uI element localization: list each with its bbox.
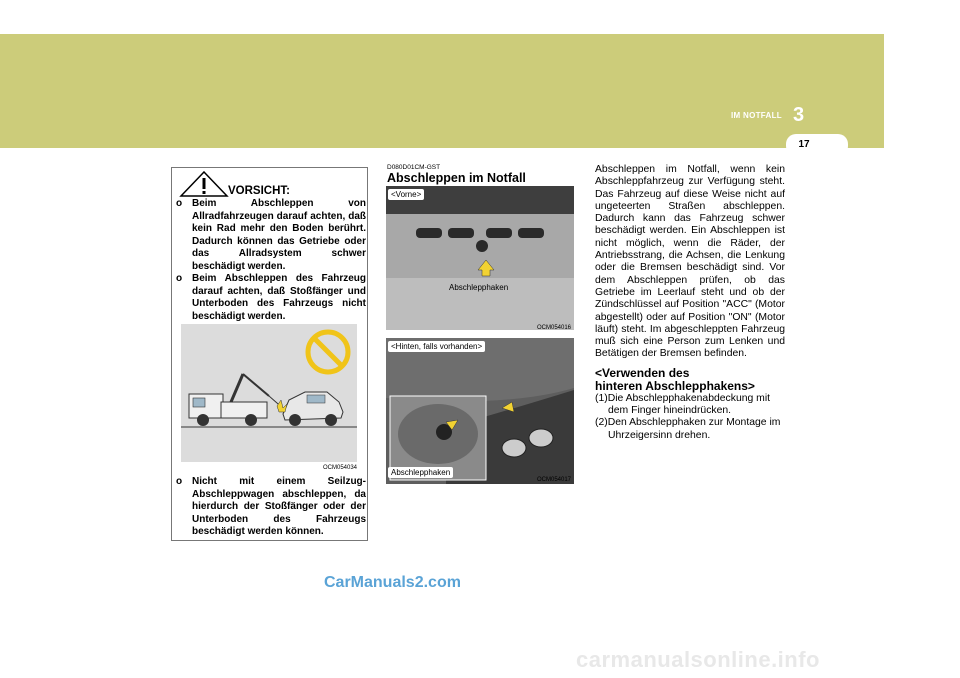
document-code: D080D01CM-GST — [387, 164, 441, 171]
subheading-line: hinteren Abschlepphakens> — [595, 378, 755, 393]
chapter-number: 3 — [793, 104, 805, 126]
tow-truck-illustration — [181, 324, 357, 462]
tow-truck-prohibited-icon — [181, 324, 357, 462]
body-paragraph: Abschleppen im Notfall, wenn kein Abschleppfahrzeug zur Verfügung steht. Das Fahrzeug auf diese Weise nicht auf ungeteerten Straßen abschleppen. Dadurch kann das Fahrzeug schwer beschädigt werden. Ein Abschleppen ist nicht möglich, wenn die Räder, der Antriebsstrang, die Achsen, die Lenkung oder die Bremsen beschädigt sind. Vor dem Abschleppen prüfen, ob das Getriebe im Leerlauf steht und ob der Zündschlüssel auf Position "ACC" (Motor abgestellt) oder auf Position "ON" (Motor läuft) steht. Im abgeschleppten Fahrzeug muß sich eine Person zum Lenken und Betätigen der Bremsen befinden. — [595, 164, 785, 360]
warning-triangle-icon — [179, 171, 229, 197]
tow-hook-label: Abschlepphaken — [449, 283, 509, 292]
bullet-marker: o — [176, 273, 183, 284]
figure-code: OCM054034 — [323, 465, 358, 471]
bullet-marker: o — [176, 476, 183, 487]
caution-bullet — [176, 273, 366, 323]
subheading-line: <Verwenden des — [595, 365, 690, 380]
caution-box — [171, 167, 368, 541]
figure-code: OCM054016 — [537, 325, 572, 331]
front-tow-hook-photo — [386, 186, 574, 330]
section-title: Abschleppen im Notfall — [387, 171, 526, 185]
figure-code: OCM054017 — [537, 477, 572, 483]
step-item: (1)Die Abschlepphakenabdeckung mit dem Finger hineindrücken. — [595, 392, 771, 417]
section-label: IM NOTFALL — [731, 111, 782, 120]
rear-tow-hook-photo — [386, 338, 574, 484]
bullet-marker: o — [176, 198, 183, 209]
page-number: 17 — [798, 139, 810, 150]
bullet-text: Nicht mit einem Seilzug-Abschleppwagen abschleppen, da hierdurch der Stoßfänger oder der Unterboden des Fahrzeugs beschädigt werden können. — [192, 476, 366, 537]
caution-bullets — [176, 198, 366, 323]
caution-bullets-2 — [176, 476, 366, 539]
watermark: carmanualsonline.info — [576, 647, 820, 672]
caution-title: VORSICHT: — [228, 185, 290, 197]
body-text — [595, 164, 785, 442]
header-band — [0, 34, 884, 148]
caution-bullet — [176, 476, 366, 539]
subheading — [595, 367, 785, 393]
photo-label-rear: <Hinten, falls vorhanden> — [388, 341, 485, 352]
front-bumper-image — [386, 186, 574, 330]
bullet-text: Beim Abschleppen des Fahrzeug darauf achten, daß Stoßfänger und Unterboden des Fahrzeugs nicht beschädigt werden. — [192, 273, 366, 322]
rear-bumper-image — [386, 338, 574, 484]
tow-hook-label: Abschlepphaken — [388, 467, 453, 478]
photo-label-front: <Vorne> — [388, 189, 424, 200]
step-item: (2)Den Abschlepphaken zur Montage im Uhrzeigersinn drehen. — [595, 417, 781, 441]
caution-bullet — [176, 198, 366, 273]
bullet-text: Beim Abschleppen von Allradfahrzeugen darauf achten, daß kein Rad mehr den Boden berührt. Dadurch können das Getriebe oder das Allradsystem schwer beschädigt werden. — [192, 198, 366, 272]
watermark-link[interactable]: CarManuals2.com — [324, 574, 461, 591]
